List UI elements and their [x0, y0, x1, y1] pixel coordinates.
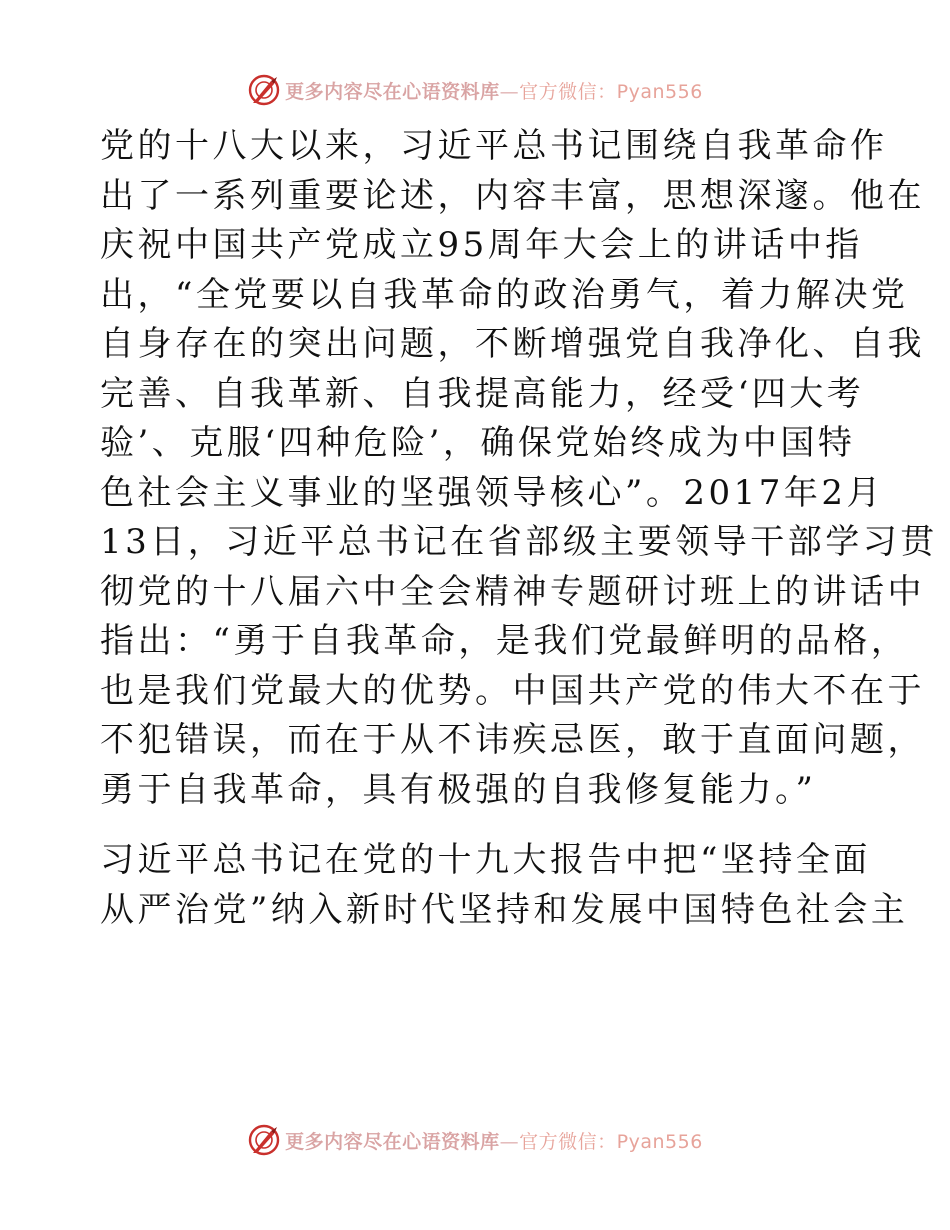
text-line: 习近平总书记在党的十九大报告中把“坚持全面 [100, 840, 871, 880]
banner-separator: — [499, 1130, 520, 1153]
quill-logo-icon [247, 1123, 281, 1157]
paragraph-1 [100, 122, 938, 815]
paragraph-gap [100, 815, 860, 836]
text-line: 出，“全党要以自我革命的政治勇气，着力解决党 [100, 274, 909, 315]
text-line: 完善、自我革新、自我提高能力，经受‘四大考 [100, 373, 865, 414]
banner-separator: — [499, 80, 520, 103]
banner-site-name: 更多内容尽在心语资料库 [285, 80, 500, 103]
banner-wechat: 官方微信：Pyan556 [519, 1130, 703, 1153]
text-line: 指出：“勇于自我革命，是我们党最鲜明的品格， [100, 621, 909, 661]
quill-logo-icon [247, 73, 281, 107]
text-line: 彻党的十八届六中全会精神专题研讨班上的讲话中 [100, 571, 925, 612]
text-line: 13日，习近平总书记在省部级主要领导干部学习贯 [100, 522, 938, 562]
text-line: 勇于自我革命，具有极强的自我修复能力。” [100, 769, 817, 810]
text-line: 从严治党”纳入新时代坚持和发展中国特色社会主 [100, 889, 909, 930]
text-line: 验’、克服‘四种危险’，确保党始终成为中国特 [100, 423, 856, 463]
text-line: 自身存在的突出问题，不断增强党自我净化、自我 [100, 324, 925, 364]
text-line: 色社会主义事业的坚强领导核心”。2017年2月 [100, 472, 885, 513]
text-line: 出了一系列重要论述，内容丰富，思想深邃。他在 [100, 175, 925, 216]
document-body [100, 122, 938, 935]
footer-banner [0, 1120, 950, 1160]
banner-wechat: 官方微信：Pyan556 [519, 80, 703, 103]
text-line: 庆祝中国共产党成立95周年大会上的讲话中指 [100, 225, 863, 265]
text-line: 党的十八大以来，习近平总书记围绕自我革命作 [100, 126, 888, 166]
banner-site-name: 更多内容尽在心语资料库 [285, 1130, 500, 1153]
header-banner [0, 70, 950, 110]
text-line: 也是我们党最大的优势。中国共产党的伟大不在于 [100, 670, 925, 711]
paragraph-2 [100, 836, 909, 935]
text-line: 不犯错误，而在于从不讳疾忌医，敢于直面问题， [100, 720, 925, 760]
